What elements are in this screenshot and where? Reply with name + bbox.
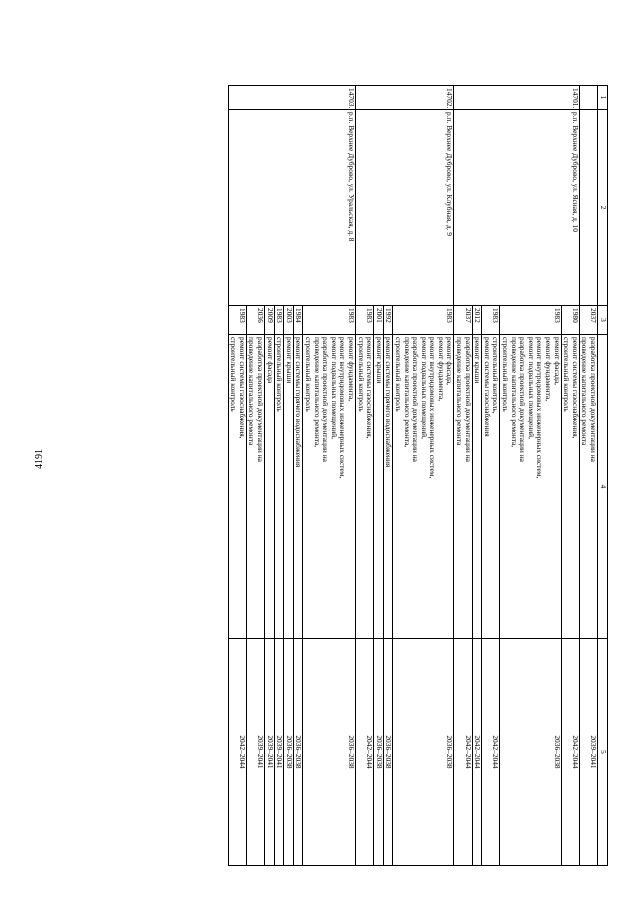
work-line: ремонт крыши <box>374 337 384 384</box>
address-cell: р.п. Верхнее Дуброво, ул. Уральская, д. 8 <box>228 110 355 306</box>
year-cell: 1983 <box>303 306 356 335</box>
work-line: разработка проектной документации на <box>321 337 331 462</box>
year-cell: 1980 <box>561 306 579 335</box>
work-type-cell <box>472 335 482 639</box>
work-line: ремонт системы газоснабжения, <box>570 337 580 439</box>
period-cell: 2039–2041 <box>265 639 275 866</box>
period-cell: 2042–2044 <box>561 639 579 866</box>
work-line: ремонт фундамента, <box>346 337 356 402</box>
work-type-cell <box>355 335 373 639</box>
object-number-cell: 14702. <box>355 86 454 110</box>
address-cell <box>579 110 597 306</box>
year-cell: 1984 <box>293 306 303 335</box>
period-cell: 2039–2041 <box>246 639 264 866</box>
column-header: 2 <box>598 110 608 306</box>
year-cell: 2001 <box>374 306 384 335</box>
work-line: ремонт системы горячего водоснабжения <box>384 337 394 468</box>
year-cell: 2037 <box>579 306 597 335</box>
table-row <box>303 86 356 866</box>
year-cell: 1983 <box>355 306 373 335</box>
work-line: ремонт системы горячего водоснабжения <box>294 337 304 468</box>
column-header-row <box>598 86 608 866</box>
work-line: ремонт системы газоснабжения <box>482 337 492 437</box>
year-cell: 1983 <box>482 306 500 335</box>
year-cell: 1983 <box>393 306 454 335</box>
work-line: ремонт системы газоснабжения, <box>237 337 247 439</box>
work-type-cell <box>265 335 275 639</box>
period-cell: 2036–2038 <box>393 639 454 866</box>
work-line: строительный контроль <box>393 337 403 412</box>
period-cell: 2039–2041 <box>274 639 284 866</box>
work-line: проведение капитального ремонта, <box>402 337 412 448</box>
work-type-cell <box>500 335 561 639</box>
period-cell: 2036–2038 <box>303 639 356 866</box>
work-line: ремонт фундамента, <box>544 337 554 402</box>
year-cell: 1983 <box>228 306 246 335</box>
table-row <box>393 86 454 866</box>
work-line: разработка проектной документации на <box>256 337 266 462</box>
work-line: проведение капитального ремонта <box>247 337 257 446</box>
period-cell: 2042–2044 <box>228 639 246 866</box>
work-type-cell <box>246 335 264 639</box>
work-type-cell <box>482 335 500 639</box>
year-cell: 2036 <box>246 306 264 335</box>
table-row <box>561 86 579 866</box>
work-line: ремонт фундамента, <box>436 337 446 402</box>
work-line: строительный контроль <box>562 337 572 412</box>
work-line: строительный контроль <box>304 337 313 412</box>
work-type-cell <box>383 335 393 639</box>
year-cell: 1983 <box>500 306 561 335</box>
work-type-cell <box>393 335 454 639</box>
work-line: ремонт фасада, <box>552 337 562 385</box>
work-line: ремонт внутридомовых инженерных систем, <box>535 337 545 479</box>
period-cell: 2039–2041 <box>579 639 597 866</box>
column-header: 4 <box>598 335 608 639</box>
column-header: 1 <box>598 86 608 110</box>
work-type-cell <box>454 335 472 639</box>
work-line: ремонт внутридомовых инженерных систем, <box>338 337 348 479</box>
period-cell: 2042–2044 <box>454 639 472 866</box>
work-line: ремонт фасада <box>265 337 275 384</box>
column-header: 3 <box>598 306 608 335</box>
work-line: ремонт подвальных помещений, <box>329 337 339 439</box>
work-type-cell <box>228 335 246 639</box>
period-cell: 2036–2038 <box>284 639 294 866</box>
work-type-cell <box>303 335 356 639</box>
work-line: ремонт внутридомовых инженерных систем, <box>428 337 438 479</box>
work-line: разработка проектной документации на <box>589 337 598 462</box>
work-line: строительный контроль, <box>491 337 501 414</box>
work-line: ремонт подвальных помещений, <box>419 337 429 439</box>
object-number-cell <box>579 86 597 110</box>
work-line: строительный контроль <box>356 337 366 412</box>
year-cell: 1992 <box>383 306 393 335</box>
work-line: ремонт подвальных помещений, <box>526 337 536 439</box>
work-line: строительный контроль <box>229 337 239 412</box>
work-line: ремонт крыши <box>473 337 483 384</box>
work-type-cell <box>284 335 294 639</box>
column-header: 5 <box>598 639 608 866</box>
rotated-table-wrapper <box>88 85 608 865</box>
work-line: ремонт системы газоснабжения, <box>365 337 375 439</box>
period-cell: 2036–2038 <box>500 639 561 866</box>
work-line: строительный контроль <box>275 337 285 412</box>
period-cell: 2042–2044 <box>482 639 500 866</box>
period-cell: 2036–2038 <box>383 639 393 866</box>
address-cell: р.п. Верхнее Дуброво, ул. Клубная, д. 9 <box>355 110 454 306</box>
work-line: проведение капитального ремонта <box>580 337 590 446</box>
year-cell: 1983 <box>274 306 284 335</box>
table-body <box>228 86 607 866</box>
capital-repair-table <box>228 85 608 866</box>
work-line: проведение капитального ремонта, <box>312 337 322 448</box>
work-line: ремонт крыши <box>284 337 294 384</box>
period-cell: 2036–2038 <box>293 639 303 866</box>
work-type-cell <box>579 335 597 639</box>
year-cell: 2037 <box>454 306 472 335</box>
period-cell: 2042–2044 <box>355 639 373 866</box>
year-cell: 2012 <box>472 306 482 335</box>
year-cell: 2009 <box>265 306 275 335</box>
period-cell: 2042–2044 <box>472 639 482 866</box>
work-type-cell <box>561 335 579 639</box>
object-number-cell: 14701. <box>454 86 579 110</box>
address-cell: р.п. Верхнее Дуброво, ул. Ясная, д. 10 <box>454 110 579 306</box>
work-type-cell <box>374 335 384 639</box>
work-line: разработка проектной документации на <box>463 337 473 462</box>
object-number-cell: 14703. <box>228 86 355 110</box>
period-cell: 2036–2038 <box>374 639 384 866</box>
work-line: ремонт фасада, <box>445 337 455 385</box>
work-line: разработка проектной документации на <box>411 337 421 462</box>
work-line: строительный контроль <box>501 337 511 412</box>
work-line: проведение капитального ремонта <box>455 337 465 446</box>
table-row <box>579 86 597 866</box>
work-line: разработка проектной документации на <box>518 337 528 462</box>
work-type-cell <box>293 335 303 639</box>
work-type-cell <box>274 335 284 639</box>
year-cell: 2003 <box>284 306 294 335</box>
work-line: проведение капитального ремонта, <box>509 337 519 448</box>
page-number: 4191 <box>34 449 45 469</box>
